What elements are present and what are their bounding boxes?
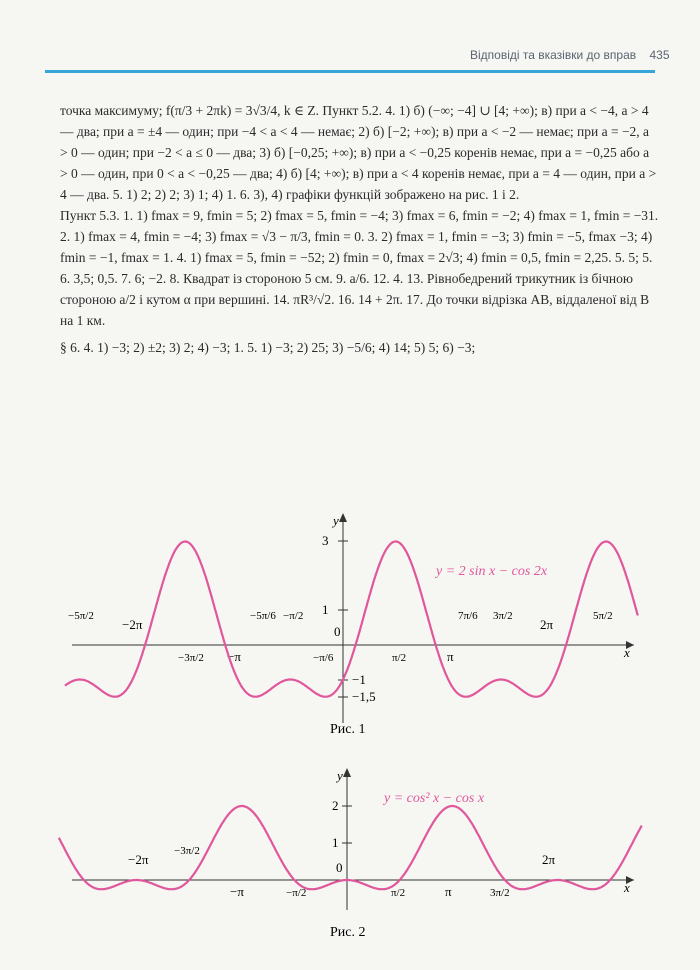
figure-2-axes	[72, 770, 634, 910]
tick-2pi: 2π	[540, 617, 554, 632]
y-label-2: 2	[332, 798, 339, 813]
y-axis-arrow	[339, 513, 347, 522]
figure-2	[0, 760, 700, 945]
y-label-3: 3	[322, 533, 329, 548]
tick2-minus-3pi-over-2: −3π/2	[174, 845, 200, 857]
figure-1-formula: y = 2 sin x − cos 2x	[436, 564, 548, 579]
tick-pi: π	[447, 649, 454, 664]
paragraph-6: § 6. 4. 1) −3; 2) ±2; 3) 2; 4) −3; 1. 5. 1) −3; 2) 25; 3) −5/6; 4) 14; 5) 5; 6) −3;	[60, 340, 476, 355]
tick-minus-5pi-over-6: −5π/6	[250, 610, 276, 622]
y-label-1b: 1	[332, 835, 339, 850]
paragraph-5-2: точка максимуму; f(π/3 + 2πk) = 3√3/4, k ∈ Z. Пункт 5.2. 4. 1) б) (−∞; −4] ∪ [4; +∞); в) при a < −4, a > 4 — два; при a = ±4 — один; при −4 < a < 4 — немає; 2) б) [−2; +∞); в) при a < −2 — немає; при a = −2, a > 0 — один; при −2 < a ≤ 0 — два; 3) б) [−0,25; +∞); в) при a < −0,25 коренів немає, при a = −0,25 або a > 0 — один, при 0 < a < −0,25 — два; 4) б) [4; +∞); в) при a < 4 коренів немає, при a = 4 — один, при a > 4 — два. 5. 1) 2; 2) 2; 3) 1; 4) 1. 6. 3), 4) графіки функцій зображено на рис. 1 і 2.	[60, 103, 657, 202]
page-header	[470, 48, 670, 62]
x-axis-label-2: x	[624, 880, 630, 895]
tick2-minus-pi: −π	[230, 884, 244, 899]
page-number: 435	[649, 48, 670, 62]
tick2-pi-over-2: π/2	[391, 887, 406, 899]
y-axis-arrow-2	[343, 768, 351, 777]
paragraph-5-3: Пункт 5.3. 1. 1) fmax = 9, fmin = 5; 2) fmax = 5, fmin = −4; 3) fmax = 6, fmin = −2; 4) fmax = 1, fmin = −31. 2. 1) fmax = 4, fmin = −4; 3) fmax = √3 − π/3, fmin = 0. 3. 2) fmax = 1, fmin = −3; 3) fmin = −5, fmax −3; 4) fmin = −1, fmax = 1. 4. 1) fmax = 5, fmin = −52; 2) fmin = 0, fmax = 2√3; 4) fmin = 0,5, fmin = 2,25. 5. 5; 5. 6. 3,5; 0,5. 7. 6; −2. 8. Квадрат із стороною 5 см. 9. a/6. 12. 4. 13. Рівнобедрений трикутник із бічною стороною a/2 і кутом α при вершині. 14. πR³/√2. 16. 14 + 2π. 17. До точки відрізка AB, віддаленої від B на 1 км.	[60, 208, 659, 328]
tick-3pi-over-2: 3π/2	[493, 610, 513, 622]
y-label-minus-1: −1	[352, 672, 366, 687]
tick-minus-pi-over-6: −π/6	[313, 652, 334, 664]
tick-pi-over-2: π/2	[392, 652, 407, 664]
tick2-minus-2pi: −2π	[128, 852, 149, 867]
figure-2-formula: y = cos² x − cos x	[384, 791, 485, 806]
answers-text	[60, 100, 660, 358]
origin-label-2: 0	[336, 860, 343, 875]
tick-minus-pi-over-2: −π/2	[283, 610, 304, 622]
tick2-3pi-over-2: 3π/2	[490, 887, 510, 899]
y-axis-label: y	[333, 513, 339, 528]
tick-minus-pi: −π	[227, 649, 241, 664]
tick2-minus-pi-over-2: −π/2	[286, 887, 307, 899]
tick-5pi-over-2: 5π/2	[593, 610, 613, 622]
tick2-pi: π	[445, 884, 452, 899]
y-axis-label-2: y	[337, 768, 343, 783]
figure-2-caption: Рис. 2	[330, 925, 366, 940]
tick2-2pi: 2π	[542, 852, 556, 867]
y-label-minus-1-5: −1,5	[352, 689, 376, 704]
header-rule	[45, 70, 655, 73]
curve-cos2x-minus-cosx	[59, 806, 642, 889]
tick-minus-5pi-over-2: −5π/2	[68, 610, 94, 622]
y-label-1: 1	[322, 602, 329, 617]
figure-1-caption: Рис. 1	[330, 722, 366, 737]
origin-label: 0	[334, 624, 341, 639]
x-axis-label: x	[624, 645, 630, 660]
tick-minus-2pi: −2π	[122, 617, 143, 632]
tick-minus-3pi-over-2: −3π/2	[178, 652, 204, 664]
tick-7pi-over-6: 7π/6	[458, 610, 478, 622]
figure-1	[0, 505, 700, 740]
header-title: Відповіді та вказівки до вправ	[470, 48, 637, 62]
